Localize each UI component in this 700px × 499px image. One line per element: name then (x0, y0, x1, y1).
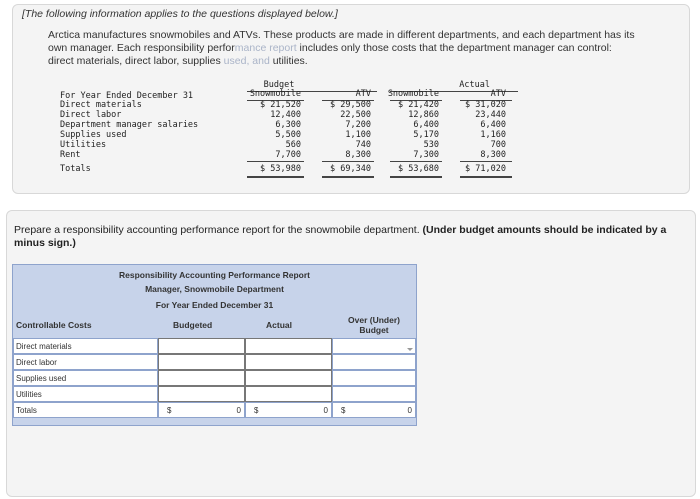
report-period: For Year Ended December 31 (155, 300, 274, 310)
budget-group-header: Budget (263, 80, 295, 90)
budgeted-input[interactable] (158, 386, 245, 402)
actual-input[interactable] (245, 354, 332, 370)
period-label: For Year Ended December 31 (60, 91, 194, 101)
col-actual-atv: ATV (490, 89, 506, 99)
intro-note: [The following information applies to the questions displayed below.] (22, 8, 338, 20)
instruction-text: Prepare a responsibility accounting performance report for the snowmobile department. (Under budget amounts should be indicated by a minus sign.) (14, 224, 667, 249)
report-subtitle: Manager, Snowmobile Department (145, 284, 284, 294)
col-controllable-costs: Controllable Costs (16, 320, 92, 330)
col-budgeted: Budgeted (173, 320, 213, 330)
over-under-cell (332, 386, 416, 402)
budgeted-total: $ 0 (158, 402, 245, 418)
budgeted-input[interactable] (158, 354, 245, 370)
actual-input[interactable] (245, 386, 332, 402)
row-label-totals: Totals (13, 402, 158, 418)
row-label-direct-materials: Direct materials (13, 338, 158, 354)
row-label-direct-labor: Direct labor (13, 354, 158, 370)
col-budget-atv: ATV (355, 89, 371, 99)
actual-total: $ 0 (245, 402, 332, 418)
row-label-supplies-used: Supplies used (13, 370, 158, 386)
dropdown-caret-icon (407, 348, 413, 351)
budgeted-input[interactable] (158, 370, 245, 386)
over-under-total: $ 0 (332, 402, 416, 418)
over-under-cell (332, 338, 416, 354)
intro-paragraph: Arctica manufactures snowmobiles and ATVs. These products are made in different departments, and each department has its own manager. Each responsibility performance report includes only those costs that the department manager can control: direct materials, direct labor, supplies used, and utilities. (48, 29, 635, 67)
col-actual-snowmobile: Snowmobile (387, 89, 439, 99)
actual-input[interactable] (245, 338, 332, 354)
col-actual: Actual (266, 320, 292, 330)
budgeted-input[interactable] (158, 338, 245, 354)
row-label-utilities: Utilities (13, 386, 158, 402)
col-budget-snowmobile: Snowmobile (249, 89, 301, 99)
performance-report-form (12, 264, 417, 426)
over-under-cell (332, 354, 416, 370)
actual-group-header: Actual (459, 80, 490, 90)
col-over-under: Over (Under) Budget (348, 315, 400, 335)
over-under-cell (332, 370, 416, 386)
report-title: Responsibility Accounting Performance Report (119, 270, 310, 280)
actual-input[interactable] (245, 370, 332, 386)
